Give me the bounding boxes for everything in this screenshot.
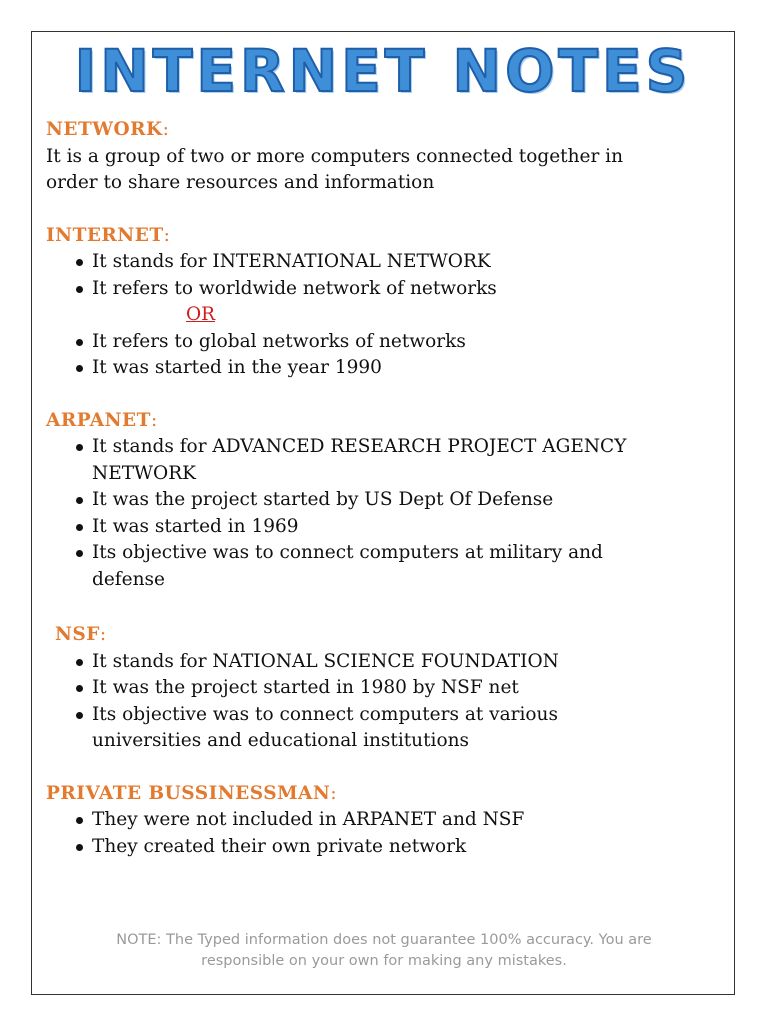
- list-item: [46, 702, 706, 755]
- internet-heading: [46, 223, 706, 250]
- list-item: It stands for NATIONAL SCIENCE FOUNDATION: [46, 649, 706, 676]
- list-item-line-1: Its objective was to connect computers at various: [92, 703, 558, 725]
- nsf-heading-label: NSF: [55, 624, 100, 645]
- list-item: It was started in the year 1990: [46, 355, 706, 382]
- network-definition: [46, 144, 706, 197]
- list-item-line-2: defense: [92, 568, 165, 590]
- arpanet-heading-label: ARPANET: [46, 409, 151, 431]
- internet-list: [46, 249, 706, 302]
- arpanet-list: [46, 434, 706, 593]
- list-item: [46, 434, 706, 487]
- list-item: It refers to global networks of networks: [46, 329, 706, 356]
- disclaimer-note: [60, 930, 708, 972]
- list-item: It refers to worldwide network of networks: [46, 276, 706, 303]
- network-definition-line-1: It is a group of two or more computers connected together in: [46, 145, 624, 167]
- network-heading: [46, 117, 706, 144]
- private-heading-label: PRIVATE BUSSINESSMAN: [46, 782, 331, 804]
- private-heading: [46, 781, 706, 808]
- internet-heading-label: INTERNET: [46, 224, 164, 246]
- list-item: They were not included in ARPANET and NSF: [46, 807, 706, 834]
- network-definition-line-2: order to share resources and information: [46, 172, 435, 193]
- list-item-line-1: It stands for ADVANCED RESEARCH PROJECT AGENCY: [92, 436, 627, 457]
- network-heading-label: NETWORK: [46, 119, 163, 140]
- nsf-heading-colon: :: [99, 624, 107, 645]
- list-item-line-2: universities and educational institutions: [92, 730, 469, 751]
- list-item: It was the project started by US Dept Of Defense: [46, 487, 706, 514]
- private-heading-colon: :: [330, 782, 338, 804]
- page-title: INTERNET NOTES: [74, 37, 692, 105]
- arpanet-heading-colon: :: [150, 409, 158, 431]
- list-item: It was started in 1969: [46, 514, 706, 541]
- nsf-heading: [46, 622, 706, 649]
- disclaimer-line-1: NOTE: The Typed information does not guarantee 100% accuracy. You are: [116, 932, 652, 948]
- list-item: [46, 540, 706, 593]
- internet-heading-colon: :: [163, 224, 171, 246]
- network-heading-colon: :: [162, 119, 170, 140]
- disclaimer-line-2: responsible on your own for making any mistakes.: [201, 953, 567, 969]
- private-list: [46, 807, 706, 860]
- arpanet-heading: [46, 408, 706, 435]
- list-item: It was the project started in 1980 by NSF net: [46, 675, 706, 702]
- list-item: They created their own private network: [46, 834, 706, 861]
- or-separator: OR: [186, 304, 216, 325]
- list-item: It stands for INTERNATIONAL NETWORK: [46, 249, 706, 276]
- nsf-list: [46, 649, 706, 755]
- notes-content: [46, 117, 706, 860]
- list-item-line-2: NETWORK: [92, 462, 196, 484]
- list-item-line-1: Its objective was to connect computers at military and: [92, 542, 603, 563]
- internet-list-continued: [46, 329, 706, 382]
